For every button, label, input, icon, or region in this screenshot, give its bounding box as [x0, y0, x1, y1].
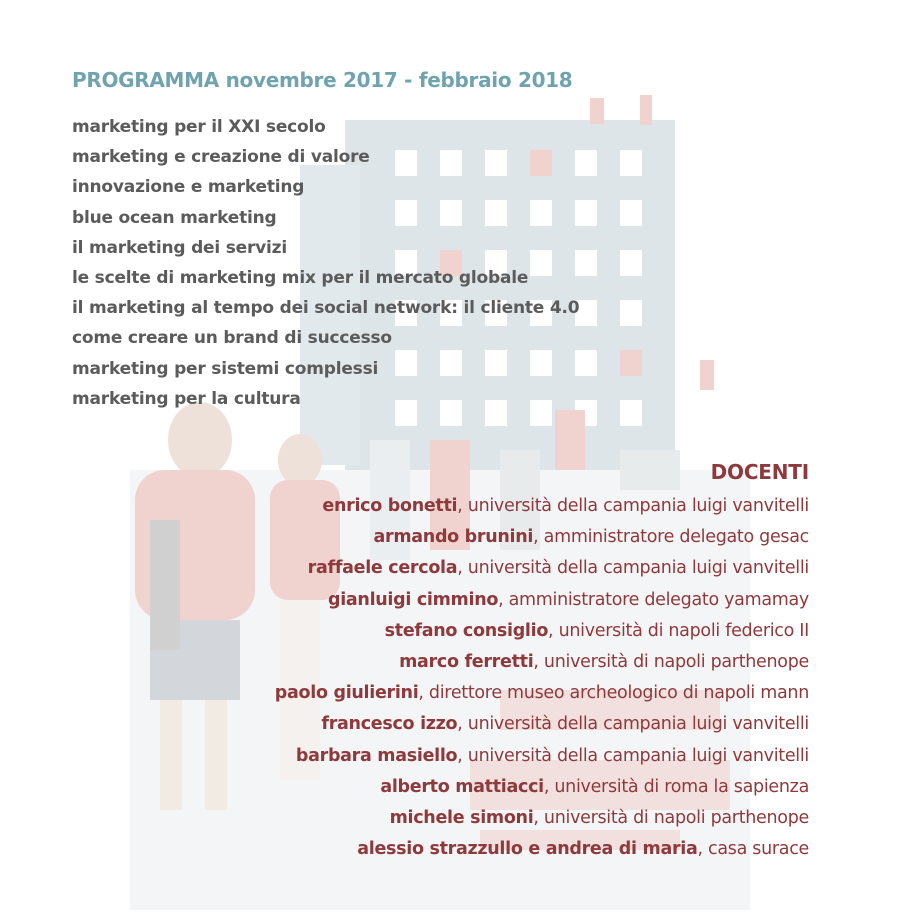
topics-list: [72, 112, 579, 414]
docente-item: [275, 772, 809, 803]
docente-role: , università di napoli parthenope: [533, 652, 809, 673]
programma-label: PROGRAMMA: [72, 68, 219, 92]
docente-role: , università di napoli parthenope: [533, 808, 809, 829]
docente-role: , università della campania luigi vanvitelli: [457, 714, 809, 735]
docente-name: alberto mattiacci: [380, 776, 544, 797]
docente-name: michele simoni: [389, 808, 534, 829]
docente-item: [275, 741, 809, 772]
docente-name: marco ferretti: [399, 652, 534, 673]
docente-item: [275, 834, 809, 865]
docente-role: , università della campania luigi vanvitelli: [457, 745, 809, 766]
docente-role: , amministratore delegato gesac: [533, 527, 809, 548]
docente-name: armando brunini: [373, 527, 534, 548]
docente-item: [275, 616, 809, 647]
topic-item: marketing per la cultura: [72, 388, 301, 409]
topic-item: il marketing dei servizi: [72, 237, 287, 258]
docente-name: stefano consiglio: [384, 620, 549, 641]
docente-item: [275, 585, 809, 616]
docente-role: , università della campania luigi vanvitelli: [457, 496, 809, 516]
topic-item: marketing e creazione di valore: [72, 147, 370, 168]
docenti-list: [275, 491, 809, 865]
topic-item: blue ocean marketing: [72, 207, 277, 228]
docente-role: , università della campania luigi vanvitelli: [457, 558, 809, 579]
topic-item: come creare un brand di successo: [72, 328, 392, 349]
programma-title: [72, 68, 572, 92]
topic-item: innovazione e marketing: [72, 177, 305, 198]
docente-item: [275, 522, 809, 553]
docente-item: [275, 553, 809, 584]
topic-item: marketing per sistemi complessi: [72, 358, 379, 379]
docente-name: francesco izzo: [321, 714, 458, 735]
topic-item: le scelte di marketing mix per il mercato globale: [72, 268, 529, 289]
docente-role: , casa surace: [697, 839, 809, 860]
docente-name: gianluigi cimmino: [327, 589, 499, 610]
docente-item: [275, 803, 809, 834]
docente-role: , direttore museo archeologico di napoli mann: [418, 683, 809, 704]
programma-period: novembre 2017 - febbraio 2018: [218, 68, 573, 92]
docente-item: [275, 647, 809, 678]
docente-name: enrico bonetti: [322, 496, 458, 516]
docente-item: [275, 491, 809, 522]
docente-role: , università di roma la sapienza: [543, 776, 809, 797]
docente-name: barbara masiello: [295, 745, 458, 766]
docente-role: , amministratore delegato yamamay: [498, 589, 809, 610]
docenti-title: DOCENTI: [710, 460, 809, 484]
docente-item: [275, 678, 809, 709]
topic-item: marketing per il XXI secolo: [72, 117, 326, 137]
docente-name: alessio strazzullo e andrea di maria: [357, 839, 698, 860]
docente-name: paolo giulierini: [274, 683, 419, 704]
docente-item: [275, 709, 809, 740]
docente-name: raffaele cercola: [307, 558, 458, 579]
topic-item: il marketing al tempo dei social network: il cliente 4.0: [72, 298, 580, 319]
docente-role: , università di napoli federico II: [548, 620, 809, 641]
